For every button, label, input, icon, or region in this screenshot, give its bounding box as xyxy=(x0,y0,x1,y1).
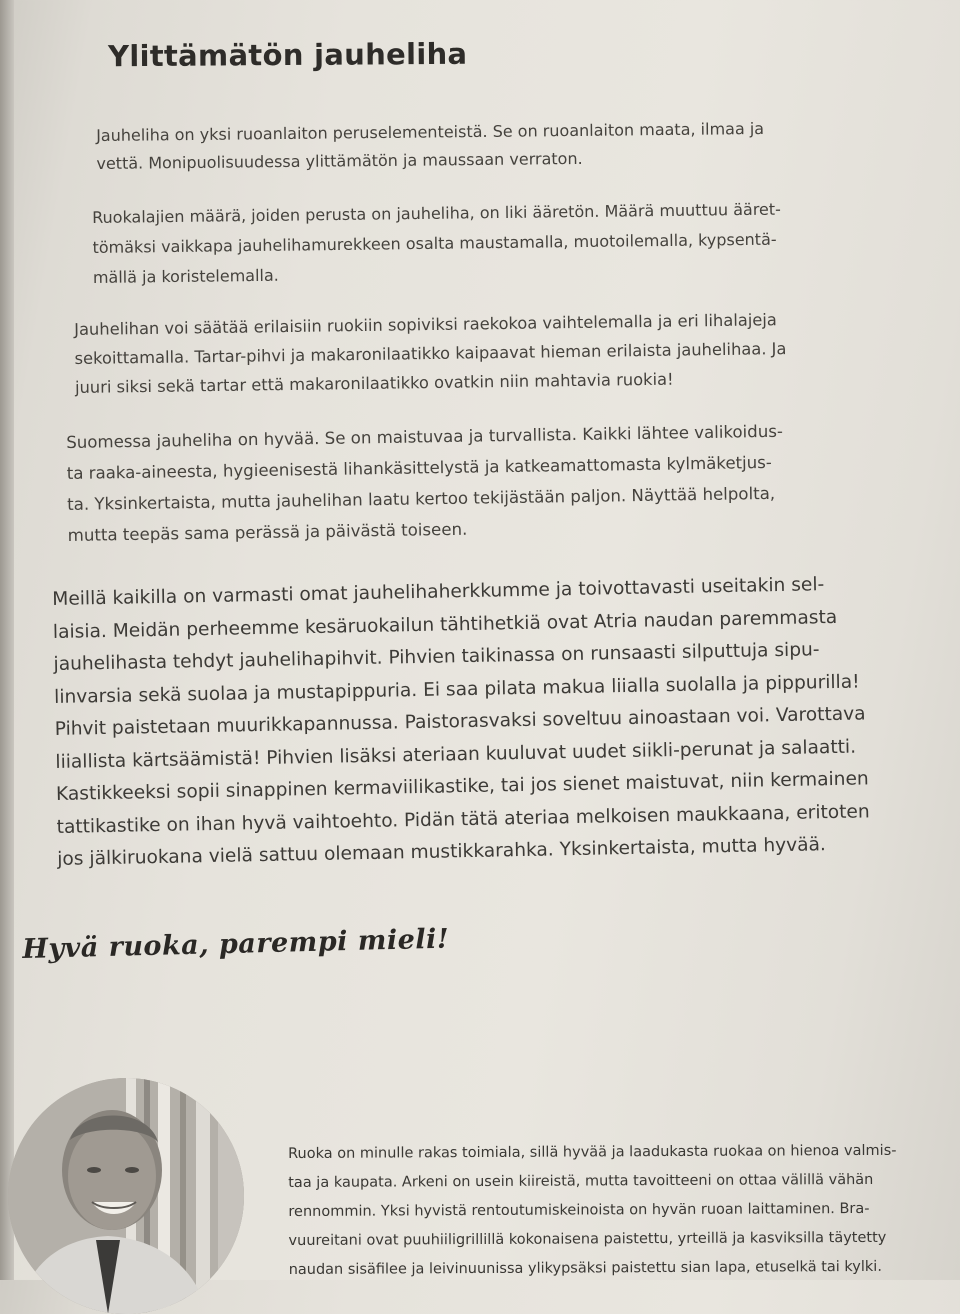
text-line: jauhelihasta tehdyt jauhelihapihvit. Pihvien taikinassa on runsaasti silputtuja sipu- xyxy=(53,639,820,675)
page-edge xyxy=(0,0,14,1280)
paragraph-family-favorites xyxy=(52,568,871,876)
text-line: tömäksi vaikkapa jauhelihamurekkeen osalta maustamalla, muotoilemalla, kypsentä- xyxy=(92,229,777,257)
text-line: Suomessa jauheliha on hyvää. Se on maistuvaa ja turvallista. Kaikki lähtee valikoidus- xyxy=(66,421,784,452)
portrait-photo xyxy=(8,1078,244,1314)
text-line: sekoittamalla. Tartar-pihvi ja makaronilaatikko kaipaavat hieman erilaista jauhelihaa. Ja xyxy=(74,339,787,368)
paragraph-intro xyxy=(96,115,764,178)
text-line: Jauheliha on yksi ruoanlaiton peruselementeistä. Se on ruoanlaiton maata, ilmaa ja xyxy=(96,119,765,145)
text-line: jos jälkiruokana vielä sattuu olemaan mustikkarahka. Yksinkertaista, mutta hyvää. xyxy=(57,834,827,870)
text-line: tattikastike on ihan hyvä vaihtoehto. Pidän tätä ateriaa melkoisen maukkaana, eritoten xyxy=(56,800,870,838)
bio-line: Ruoka on minulle rakas toimiala, sillä hyvää ja laadukasta ruokaa on hienoa valmis- xyxy=(288,1142,897,1162)
text-line: linvarsia sekä suolaa ja mustapippuria. Ei saa pilata makua liialla suolalla ja pippurilla! xyxy=(53,671,860,708)
text-line: laisia. Meidän perheemme kesäruokailun tähtihetkiä ovat Atria naudan paremmasta xyxy=(52,606,838,643)
bio-line: rennommin. Yksi hyvistä rentoutumiskeinoista on hyvän ruoan laittaminen. Bra- xyxy=(288,1200,870,1220)
text-line: Kastikkeeksi sopii sinappinen kermaviilikastike, tai jos sienet maistuvat, niin kermainen xyxy=(55,768,869,805)
author-portrait xyxy=(8,1078,244,1314)
paragraph-dishes xyxy=(92,195,782,293)
text-line: mällä ja koristelemalla. xyxy=(92,265,279,287)
text-line: juuri siksi sekä tartar että makaronilaatikko ovatkin niin mahtavia ruokia! xyxy=(74,369,674,397)
text-line: Pihvit paistetaan muurikkapannussa. Paistorasvaksi soveltuu ainoastaan voi. Varottava xyxy=(54,703,866,740)
text-line: Meillä kaikilla on varmasti omat jauhelihaherkkumme ja toivottavasti useitakin sel- xyxy=(52,574,825,610)
paragraph-quality xyxy=(66,416,785,551)
text-line: ta. Yksinkertaista, mutta jauhelihan laatu kertoo tekijästään paljon. Näyttää helpolta, xyxy=(67,483,776,514)
paragraph-grind-size xyxy=(74,305,787,402)
text-line: Jauhelihan voi säätää erilaisiin ruokiin sopiviksi raekokoa vaihtelemalla ja eri lihalajeja xyxy=(74,310,777,339)
bio-line: taa ja kaupata. Arkeni on usein kiireistä, mutta tavoitteeni on ottaa välillä vähän xyxy=(288,1171,874,1191)
author-bio xyxy=(288,1137,897,1285)
bio-line: naudan sisäfilee ja leivinuunissa ylikypsäksi paistettu sian lapa, etuselkä tai kylki. xyxy=(288,1258,882,1278)
text-line: Ruokalajien määrä, joiden perusta on jauheliha, on liki ääretön. Määrä muuttuu ääret- xyxy=(92,199,781,227)
bio-line: vuureitani ovat puuhiiligrillillä kokonaisena paistettu, yrteillä ja kasviksilla täytetty xyxy=(288,1229,887,1249)
handwritten-slogan: Hyvä ruoka, parempi mieli! xyxy=(22,923,450,965)
text-line: liiallista kärtsäämistä! Pihvien lisäksi ateriaan kuuluvat uudet siikli-perunat ja salaatti. xyxy=(55,736,857,773)
text-line: vettä. Monipuolisuudessa ylittämätön ja maussaan verraton. xyxy=(96,148,583,173)
article-title: Ylittämätön jauheliha xyxy=(107,36,468,74)
text-line: mutta teepäs sama perässä ja päivästä toiseen. xyxy=(67,519,468,545)
text-line: ta raaka-aineesta, hygieenisestä lihankäsittelystä ja katkeamattomasta kylmäketjus- xyxy=(66,452,772,483)
